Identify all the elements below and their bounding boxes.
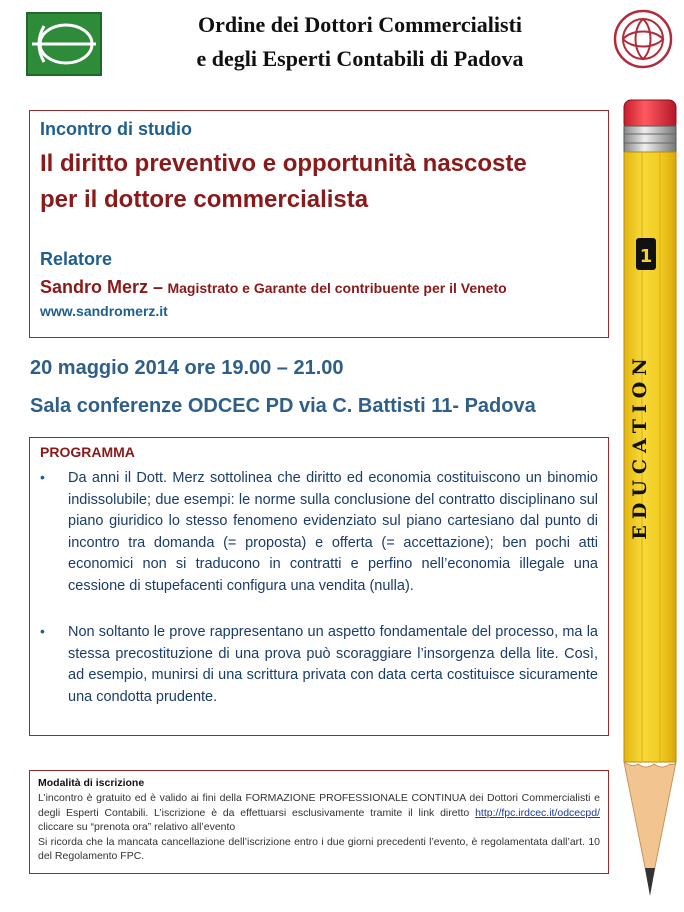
programma-item-2: Non soltanto le prove rappresentano un aspetto fondamentale del processo, ma la stessa precostituzione di una prova può scoraggiare l’insorgenza della lite. Così, ad esempio, munirsi di una scrittura privata con data certa costituisce sicuramente una condotta prudente. bbox=[68, 624, 598, 705]
pencil-word: EDUCATION bbox=[629, 352, 651, 540]
event-venue: Sala conferenze ODCEC PD via C. Battisti 11- Padova bbox=[30, 395, 536, 417]
programma-item-1: Da anni il Dott. Merz sottolinea che diritto ed economia costituiscono un binomio indissolubile; due esempi: le norme sulla conclusione del contratto disciplinano sul piano giuridico lo stesso fenomeno evidenziato sul piano cartesiano dal punto di incontro tra domanda (= proposta) e offerta (= accettazione); ben pochi atti economici non si traducono in contratti e perfino nell’economia illegale una cessione di stupefacenti configura una vendita (nulla). bbox=[68, 470, 598, 594]
header-org-line-1: Ordine dei Dottori Commercialisti bbox=[197, 12, 523, 37]
programma-title: PROGRAMMA bbox=[40, 444, 135, 460]
event-title-box bbox=[29, 110, 609, 338]
event-date: 20 maggio 2014 ore 19.00 – 21.00 bbox=[30, 357, 344, 379]
event-title-line-1: Il diritto preventivo e opportunità nascoste bbox=[40, 150, 527, 177]
ordine-seal-icon bbox=[612, 8, 674, 70]
bullet-icon: • bbox=[40, 623, 45, 639]
iscrizione-text-1: L’incontro è gratuito ed è valido ai fini della FORMAZIONE PROFESSIONALE CONTINUA dei Dottori Commercialisti e degli Esperti Contabili. L’iscrizione è da effettuarsi esclusivamente tramite il link diretto bbox=[38, 792, 600, 819]
odcec-logo bbox=[26, 12, 102, 76]
relatore-label: Relatore bbox=[40, 249, 113, 269]
speaker-line bbox=[40, 277, 507, 298]
speaker-role: Magistrato e Garante del contribuente per il Veneto bbox=[167, 280, 507, 296]
iscrizione-title: Modalità di iscrizione bbox=[38, 777, 145, 789]
bullet-icon: • bbox=[40, 469, 45, 485]
event-label: Incontro di studio bbox=[40, 119, 192, 139]
iscrizione-text-2: cliccare su “prenota ora” relativo all’evento bbox=[38, 821, 236, 833]
programma-box bbox=[29, 437, 609, 736]
registration-link[interactable]: http://fpc.irdcec.it/odcecpd/ bbox=[475, 806, 600, 819]
iscrizione-box bbox=[29, 770, 609, 874]
iscrizione-text-3: Si ricorda che la mancata cancellazione dell’iscrizione entro i due giorni precedenti l’evento, è regolamentata dall’art. 10 del Regolamento FPC. bbox=[38, 835, 600, 862]
speaker-name: Sandro Merz – bbox=[40, 277, 164, 297]
event-title-line-2: per il dottore commercialista bbox=[40, 186, 369, 213]
iscrizione-text bbox=[38, 791, 600, 864]
header-org-line-2: e degli Esperti Contabili di Padova bbox=[196, 46, 524, 71]
speaker-website-link[interactable]: www.sandromerz.it bbox=[40, 303, 168, 319]
pencil-badge: 1 bbox=[639, 246, 653, 267]
pencil-illustration bbox=[618, 96, 682, 908]
